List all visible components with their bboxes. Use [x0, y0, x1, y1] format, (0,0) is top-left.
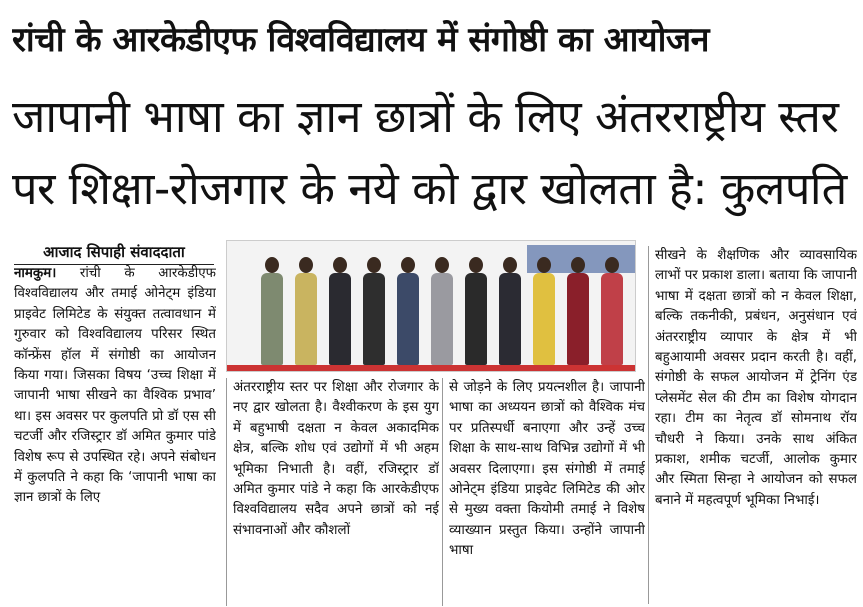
- column-4-text: सीखने के शैक्षणिक और व्यावसायिक लाभों पर प्रकाश डाला। बताया कि जापानी भाषा में दक्षता छात्रों को न केवल शिक्षा, बल्कि तकनीकी, प्रबंधन, अनुसंधान एवं अंतरराष्ट्रीय व्यापार के क्षेत्र में भी बहुआयामी अवसर प्रदान करती है। वहीं, संगोष्ठी के सफल आयोजन में ट्रेनिंग एंड प्लेसमेंट सेल की टीम का विशेष योगदान रहा। टीम का नेतृत्व डॉ सोमनाथ रॉय चौधरी ने किया। उनके साथ अंकित प्रकाश, शमीक चटर्जी, आलोक कुमार और स्मिता सिन्हा ने आयोजन को सफल बनाने में महत्वपूर्ण भूमिका निभाई।: [648, 246, 857, 604]
- photo-person: [533, 257, 555, 365]
- headline-line-1: जापानी भाषा का ज्ञान छात्रों के लिए अंतरराष्ट्रीय स्तर: [12, 90, 839, 143]
- column-3-text: से जोड़ने के लिए प्रयत्नशील है। जापानी भाषा का अध्ययन छात्रों को वैश्विक मंच पर प्रतिस्पर्धी बनाएगा और उन्हें उच्च शिक्षा के साथ-साथ विभिन्न उद्योगों में भी अवसर दिलाएगा। इस संगोष्ठी में तमाई ओनेट्म इंडिया प्राइवेट लिमिटेड की ओर से मुख्य वक्ता कियोमी तमाई ने विशेष व्याख्यान प्रस्तुत किया। उन्होंने जापानी भाषा: [442, 378, 645, 606]
- photo-person: [567, 257, 589, 365]
- article-column-1: [14, 264, 216, 604]
- stage-carpet: [227, 365, 635, 371]
- photo-person: [465, 257, 487, 365]
- column-1-text: रांची के आरकेडीएफ विश्वविद्यालय और तमाई ओनेट्म इंडिया प्राइवेट लिमिटेड के संयुक्त तत्वावधान में गुरुवार को विश्वविद्यालय परिसर स्थित कॉन्फ्रेंस हॉल में संगोष्ठी का आयोजन किया गया। जिसका विषय ‘उच्च शिक्षा में जापानी भाषा सीखने का वैश्विक प्रभाव’ था। इस अवसर पर कुलपति प्रो डॉ एस सी चटर्जी और रजिस्ट्रार डॉ अमित कुमार पांडे विशेष रूप से उपस्थित रहे। अपने संबोधन में कुलपति ने कहा कि ‘जापानी भाषा का ज्ञान छात्रों के लिए: [14, 266, 216, 506]
- dateline: नामकुम।: [14, 266, 57, 281]
- photo-person: [295, 257, 317, 365]
- photo-person: [601, 257, 623, 365]
- byline: आजाद सिपाही संवाददाता: [14, 242, 214, 265]
- photo-person: [431, 257, 453, 365]
- photo-person: [363, 257, 385, 365]
- photo-person: [261, 257, 283, 365]
- photo-person: [397, 257, 419, 365]
- kicker-headline: रांची के आरकेडीएफ विश्वविद्यालय में संगोष्ठी का आयोजन: [12, 20, 710, 60]
- photo-person: [329, 257, 351, 365]
- group-photo: [226, 240, 636, 372]
- column-2-text: अंतरराष्ट्रीय स्तर पर शिक्षा और रोजगार के नए द्वार खोलता है। वैश्वीकरण के इस युग में बहुभाषी दक्षता न केवल अकादमिक क्षेत्र, बल्कि शोध एवं उद्योगों में भी अहम भूमिका निभाती है। वहीं, रजिस्ट्रार डॉ अमित कुमार पांडे ने कहा कि आरकेडीएफ विश्वविद्यालय सदैव अपने छात्रों को नई संभावनाओं और कौशलों: [226, 378, 439, 606]
- photo-person: [499, 257, 521, 365]
- headline-line-2: पर शिक्षा-रोजगार के नये को द्वार खोलता है: कुलपति: [12, 162, 847, 215]
